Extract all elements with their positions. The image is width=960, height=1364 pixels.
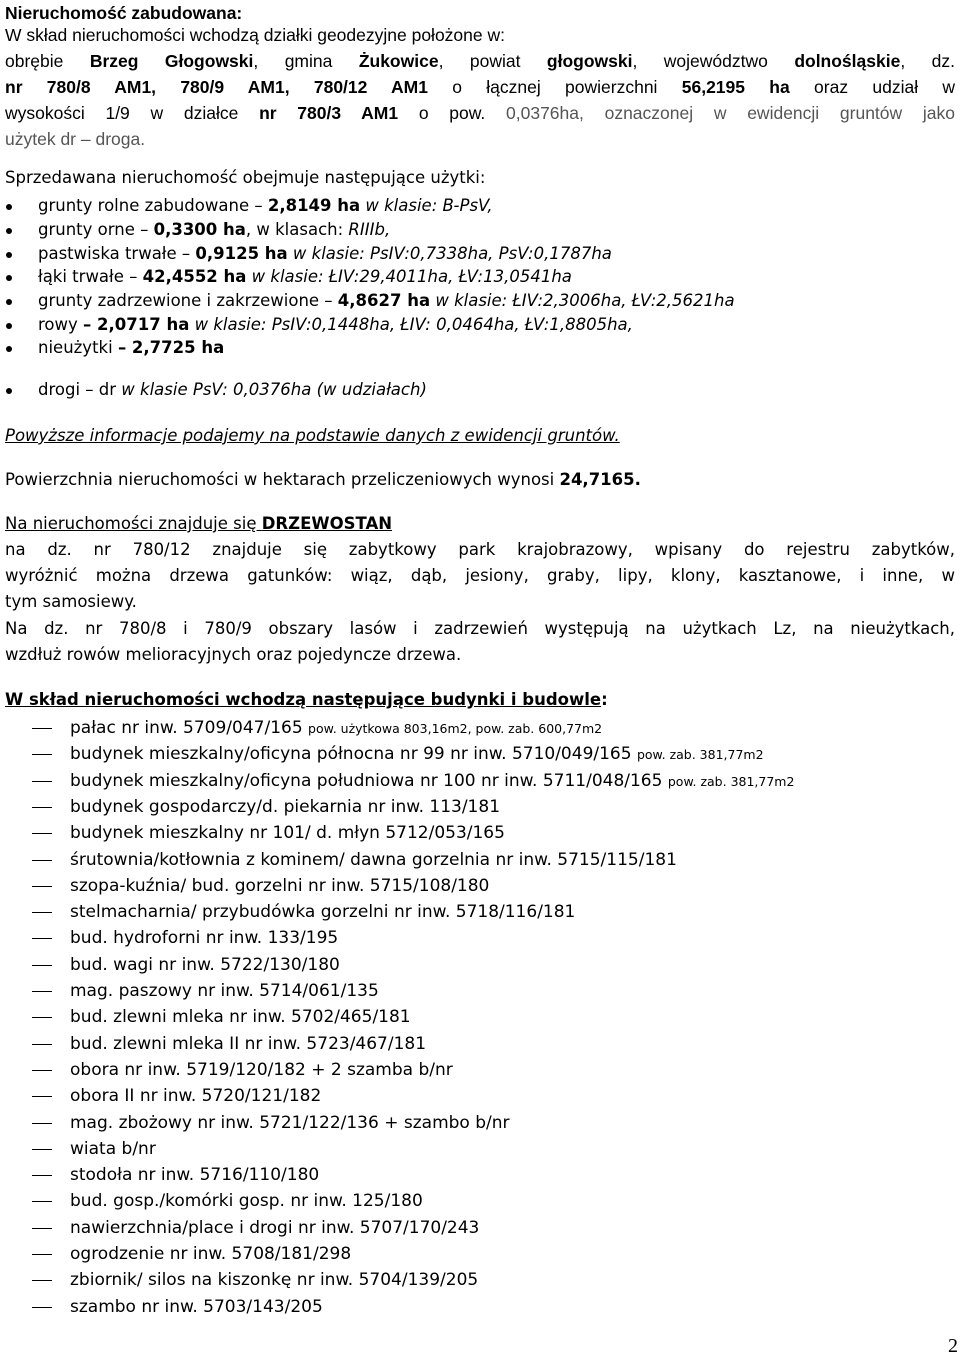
text-run: grunty rolne zabudowane – [38, 196, 268, 215]
building-list-item-text [70, 1162, 319, 1188]
intro-line-3 [5, 74, 955, 100]
text-run: , powiat [438, 51, 547, 71]
dash-marker [32, 1280, 52, 1281]
building-name: bud. wagi nr inw. 5722/130/180 [70, 954, 340, 975]
text-run: , w klasach: [245, 220, 349, 239]
dash-marker [32, 912, 52, 913]
building-name: mag. zbożowy nr inw. 5721/122/136 + szambo b/nr [70, 1112, 510, 1133]
building-name: śrutownia/kotłownia z kominem/ dawna gorzelnia nr inw. 5715/115/181 [70, 849, 677, 870]
building-name: pałac nr inw. 5709/047/165 [70, 718, 309, 738]
dash-marker [32, 1044, 52, 1045]
text-run: RIIIb, [348, 220, 391, 239]
use-list-item-text [38, 336, 224, 360]
building-list-item-text [70, 899, 575, 925]
dash-marker [32, 833, 52, 834]
use-list-item-text [38, 242, 612, 266]
trees-paragraph-2-line-2: wzdłuż rowów melioracyjnych oraz pojedyncze drzewa. [5, 645, 462, 664]
text-run: Żukowice [358, 51, 439, 71]
text-run: łąki trwałe – [38, 267, 143, 286]
building-list-item-text [70, 741, 764, 768]
text-run: nr 780/8 AM1, 780/9 AM1, 780/12 AM1 [5, 77, 428, 97]
building-list-item-text [70, 1004, 411, 1030]
dash-marker [32, 781, 52, 782]
building-list-item-text [70, 1110, 510, 1136]
intro-line-2 [5, 48, 955, 74]
text-run: nieużytki [38, 338, 118, 357]
text-run: obrębie [5, 51, 90, 71]
bullet-dot [6, 228, 12, 234]
dash-marker [32, 1175, 52, 1176]
dash-marker [32, 1307, 52, 1308]
dash-marker [32, 1201, 52, 1202]
text-run: 0,3300 ha [153, 220, 246, 239]
building-name: obora nr inw. 5719/120/182 + 2 szamba b/nr [70, 1059, 453, 1080]
text-run: o łącznej powierzchni [427, 77, 682, 97]
text-run: , województwo [632, 51, 795, 71]
use-list-item-text [38, 218, 390, 242]
text-run: 42,4552 ha [142, 267, 247, 286]
text-run: w klasie: PsIV:0,1448ha, ŁIV: 0,0464ha, ŁV:1,8805ha, [189, 315, 633, 334]
text-run: głogowski [546, 51, 633, 71]
text-run: w klasie: PsIV:0,7338ha, PsV:0,1787ha [287, 244, 612, 263]
trees-heading: Na nieruchomości znajduje się DRZEWOSTAN [5, 514, 393, 533]
building-name: budynek gospodarczy/d. piekarnia nr inw. 113/181 [70, 796, 501, 817]
dash-marker [32, 754, 52, 755]
building-area-note: pow. zab. 381,77m2 [636, 747, 764, 763]
building-list-item-text [70, 873, 489, 899]
text-run: 4,8627 ha [337, 291, 431, 310]
building-name: bud. zlewni mleka II nr inw. 5723/467/181 [70, 1033, 427, 1054]
building-list-item-text [70, 925, 338, 951]
use-list-item-text [38, 265, 572, 289]
text-run: grunty zadrzewione i zakrzewione – [38, 291, 338, 310]
text-run: wysokości 1/9 w działce [5, 103, 260, 123]
dash-marker [32, 860, 52, 861]
building-list-item-text [70, 978, 379, 1004]
building-list-item-text [70, 794, 500, 820]
dash-marker [32, 1070, 52, 1071]
building-list-item-text [70, 847, 677, 873]
page-number: 2 [948, 1335, 958, 1357]
text-run: – 2,7725 ha [117, 338, 225, 357]
building-name: bud. hydroforni nr inw. 133/195 [70, 928, 339, 949]
bullet-dot [6, 204, 12, 210]
text-run: dolnośląskie [794, 51, 901, 71]
area-note: Powierzchnia nieruchomości w hektarach przeliczeniowych wynosi 24,7165. [5, 470, 641, 489]
building-name: bud. gosp./komórki gosp. nr inw. 125/180 [70, 1191, 423, 1212]
text-run: , dz. [900, 51, 955, 71]
text-run: w klasie: ŁIV:2,3006ha, ŁV:2,5621ha [430, 291, 735, 310]
text-run: , gmina [253, 51, 359, 71]
uses-intro: Sprzedawana nieruchomość obejmuje następujące użytki: [5, 168, 486, 187]
building-name: zbiornik/ silos na kiszonkę nr inw. 5704/139/205 [70, 1270, 479, 1291]
use-list-item-text [38, 313, 633, 337]
building-name: mag. paszowy nr inw. 5714/061/135 [70, 981, 379, 1001]
text-run: 0,0376ha, oznaczonej w ewidencji gruntów jako [506, 103, 955, 123]
building-name: wiata b/nr [70, 1138, 156, 1159]
bullet-dot [6, 275, 12, 281]
text-run: w klasie PsV: 0,0376ha (w udziałach) [121, 380, 427, 399]
dash-marker [32, 1017, 52, 1018]
building-name: stodoła nr inw. 5716/110/180 [70, 1165, 320, 1186]
building-list-item-text [70, 820, 505, 846]
bullet-dot [6, 346, 12, 352]
dash-marker [32, 886, 52, 887]
dash-marker [32, 1254, 52, 1255]
building-list-item-text [70, 715, 602, 742]
building-list-item-text [70, 952, 340, 978]
text-run: 0,9125 ha [195, 244, 288, 263]
intro-line-5 [5, 126, 145, 152]
building-list-item-text [70, 1188, 423, 1214]
dash-marker [32, 965, 52, 966]
bullet-dot [6, 252, 12, 258]
building-name: budynek mieszkalny/oficyna północna nr 99 nr inw. 5710/049/165 [70, 744, 637, 765]
bullet-dot [6, 299, 12, 305]
text-run: 2,8149 ha [267, 196, 361, 215]
building-area-note: pow. zab. 381,77m2 [667, 773, 795, 789]
text-run: Brzeg Głogowski [89, 51, 254, 71]
building-name: ogrodzenie nr inw. 5708/181/298 [70, 1244, 352, 1264]
buildings-heading: W skład nieruchomości wchodzą następujące budynki i budowle: [5, 690, 608, 709]
bullet-dot [6, 323, 12, 329]
building-name: nawierzchnia/place i drogi nr inw. 5707/170/243 [70, 1217, 480, 1238]
building-name: szambo nr inw. 5703/143/205 [70, 1296, 323, 1317]
building-list-item-text [70, 1031, 426, 1057]
text-run: użytek dr – droga. [5, 129, 146, 149]
text-run: oraz udział w [789, 77, 956, 97]
dash-marker [32, 1228, 52, 1229]
building-list-item-text [70, 1215, 479, 1241]
text-run: pastwiska trwałe – [38, 244, 196, 263]
text-run: – 2,0717 ha [83, 315, 190, 334]
dash-marker [32, 807, 52, 808]
dash-marker [32, 1149, 52, 1150]
building-list-item-text [70, 1083, 321, 1109]
trees-paragraph-1-line-1: na dz. nr 780/12 znajduje się zabytkowy park krajobrazowy, wpisany do rejestru zabytków, [5, 540, 955, 559]
building-name: bud. zlewni mleka nr inw. 5702/465/181 [70, 1007, 411, 1028]
text-run: rowy [38, 315, 84, 334]
dash-marker [32, 1123, 52, 1124]
use-list-item-text [38, 194, 493, 218]
building-list-item-text [70, 1057, 453, 1083]
dash-marker [32, 991, 52, 992]
building-list-item-text [70, 768, 794, 795]
building-name: stelmacharnia/ przybudówka gorzelni nr inw. 5718/116/181 [70, 902, 576, 923]
text-run: w klasie: ŁIV:29,4011ha, ŁV:13,0541ha [246, 267, 572, 286]
building-list-item-text [70, 1294, 323, 1320]
intro-line-1: W skład nieruchomości wchodzą działki geodezyjne położone w: [5, 25, 505, 45]
text-run: o pow. [398, 103, 507, 123]
text-run: nr 780/3 AM1 [259, 103, 399, 123]
dash-marker [32, 1096, 52, 1097]
text-run: 56,2195 ha [681, 77, 790, 97]
building-name: budynek mieszkalny nr 101/ d. młyn 5712/053/165 [70, 823, 505, 844]
text-run: w klasie: B-PsV, [360, 196, 493, 215]
text-run: drogi – dr [38, 380, 122, 399]
building-name: szopa-kuźnia/ bud. gorzelni nr inw. 5715/108/180 [70, 875, 490, 896]
building-name: budynek mieszkalny/oficyna południowa nr 100 nr inw. 5711/048/165 [70, 770, 668, 791]
building-name: obora II nr inw. 5720/121/182 [70, 1086, 322, 1107]
trees-paragraph-2-line-1: Na dz. nr 780/8 i 780/9 obszary lasów i zadrzewień występują na użytkach Lz, na nieużytkach, [5, 619, 955, 638]
dash-marker [32, 938, 52, 939]
building-area-note: pow. użytkowa 803,16m2, pow. zab. 600,77m2 [308, 721, 603, 736]
intro-heading: Nieruchomość zabudowana: [5, 3, 243, 23]
source-note: Powyższe informacje podajemy na podstawie danych z ewidencji gruntów. [5, 426, 620, 445]
intro-line-4 [5, 100, 955, 126]
building-list-item-text [70, 1267, 478, 1293]
road-item-text [38, 378, 427, 402]
use-list-item-text [38, 289, 735, 313]
text-run: grunty orne – [38, 220, 154, 239]
building-list-item-text [70, 1241, 351, 1267]
dash-marker [32, 728, 52, 729]
building-list-item-text [70, 1136, 156, 1162]
trees-paragraph-1-line-3: tym samosiewy. [5, 592, 137, 611]
trees-paragraph-1-line-2: wyróżnić można drzewa gatunków: wiąz, dąb, jesiony, graby, lipy, klony, kasztanowe, i inne, w [5, 566, 955, 585]
bullet-dot [6, 388, 12, 394]
